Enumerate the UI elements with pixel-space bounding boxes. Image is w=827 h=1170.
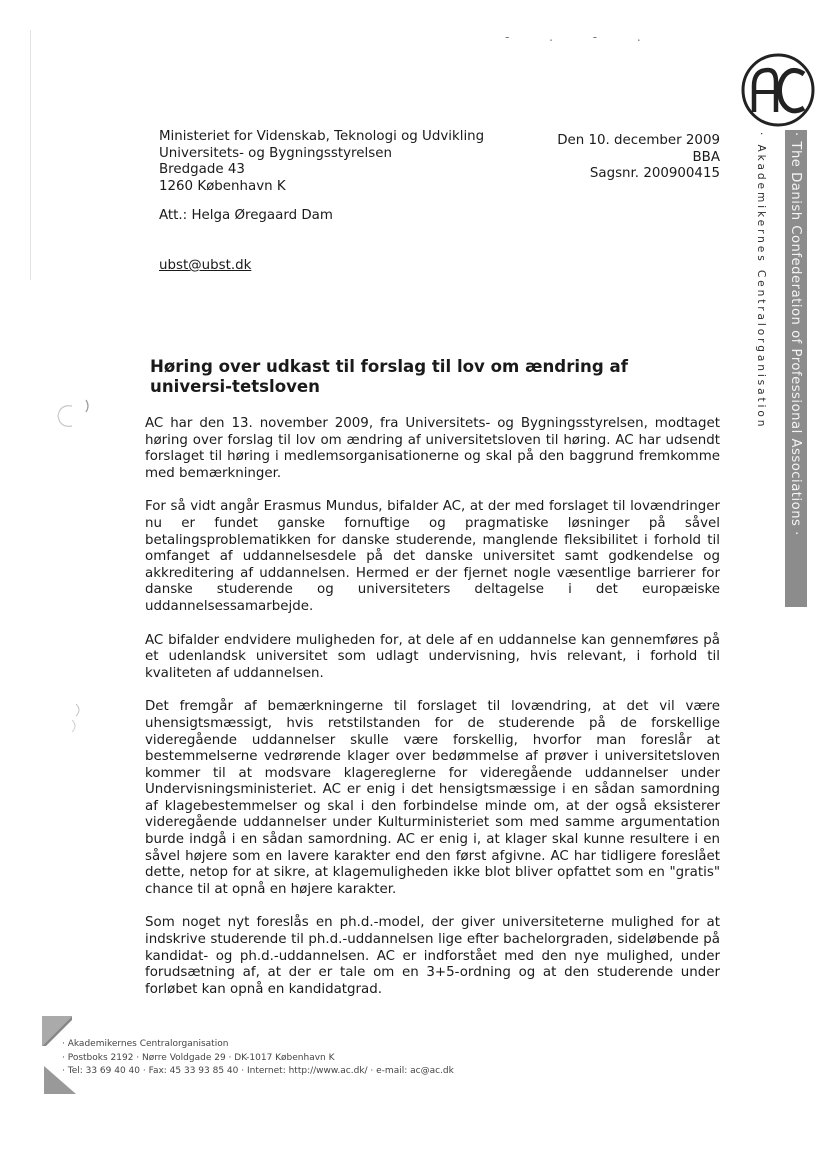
letter-title: Høring over udkast til forslag til lov om ændring af universi-tetsloven	[150, 357, 628, 396]
address-line: Bredgade 43	[159, 162, 245, 177]
confederation-text: · The Danish Confederation of Professional Associations ·	[788, 132, 803, 536]
scan-edge-line	[30, 30, 31, 280]
address-line: Universitets- og Bygningsstyrelsen	[159, 145, 392, 161]
hole-punch-mark-icon	[52, 398, 92, 434]
letter-body	[145, 416, 720, 1015]
body-paragraph: Det fremgår af bemærkningerne til forslaget til lovændring, at det vil være uhensigtsmæssigt, hvis retstilstanden for de studerende på de forskellige videregående uddannelser skulle være forskellig, hvorfor man foreslår at bestemmelserne vedrørende klager over bedømmelse af prøver i universitetsloven kommer til at modsvare klagereglerne for videregående uddannelser under Undervisningsministeriet. AC er enig i det hensigtsmæssige i en sådan samordning af klagebestemmelser og skal i den forbindelse minde om, at der også eksisterer videregående uddannelser under Kulturministeriet som med samme argumentation burde indgå i en sådan samordning. AC er enig i, at klager skal kunne resultere i en såvel højere som en lavere karakter end den først afgivne. AC har tidligere foreslået dette, netop for at sikre, at klagemuligheden ikke blot bliver opfattet som en "gratis" chance til at opnå en højere karakter.	[145, 699, 720, 897]
body-paragraph: AC bifalder endvidere muligheden for, at dele af en uddannelse kan gennemføres på et udenlandsk universitet som udlagt undervisning, hvis relevant, i forhold til kvaliteten af uddannelsen.	[145, 632, 720, 681]
footer-line: · Tel: 33 69 40 40 · Fax: 45 33 93 85 40 · Internet: http://www.ac.dk/ · e-mail: ac@ac.dk	[62, 1066, 454, 1076]
address-line: 1260 København K	[159, 178, 286, 194]
sender-initials: BBA	[692, 149, 720, 165]
body-paragraph: Som noget nyt foreslås en ph.d.-model, der giver universiteterne mulighed for at indskrive studerende til ph.d.-uddannelsen lige efter bachelorgraden, sideløbende på kandidat- og ph.d.-uddannelsen. AC er indforstået med den nye mulighed, under forudsætning af, at der er tale om en 3+5-ordning og at den studerende under forløbet kan opnå en kandidatgrad.	[145, 915, 720, 997]
recipient-email-link[interactable]: ubst@ubst.dk	[159, 258, 252, 273]
footer-contact	[62, 1038, 454, 1079]
ac-logo-icon	[740, 52, 816, 128]
scan-top-marks: - . - .	[505, 30, 659, 44]
confederation-vertical-bar	[785, 130, 807, 607]
body-paragraph: For så vidt angår Erasmus Mundus, bifalder AC, at der med forslaget til lovændringer nu er fundet ganske fornuftige og pragmatiske løsninger på såvel betalingsproblematikken for danske studerende, manglende fleksibilitet i forhold til omfanget af uddannelsesdele på det danske universitet samt godkendelse og akkreditering af uddannelsen. Hermed er der fjernet nogle væsentlige barrierer for danske studerende og universiteters deltagelse i det europæiske uddannelsessamarbejde.	[145, 499, 720, 614]
footer-line: · Postboks 2192 · Nørre Voldgade 29 · DK-1017 København K	[62, 1052, 335, 1063]
footer-line: · Akademikernes Centralorganisation	[62, 1039, 229, 1049]
recipient-address	[159, 129, 484, 195]
case-number: Sagsnr. 200900415	[589, 166, 720, 181]
organisation-vertical-text: · Akademikernes Centralorganisation	[755, 132, 767, 430]
hole-punch-mark-icon	[62, 700, 86, 736]
letter-date: Den 10. december 2009	[557, 133, 720, 148]
body-paragraph: AC har den 13. november 2009, fra Universitets- og Bygningsstyrelsen, modtaget høring over forslag til lov om ændring af universitetsloven til høring. AC har udsendt forslaget til høring i medlemsorganisationerne og skal på den baggrund fremkomme med bemærkninger.	[145, 416, 720, 481]
letter-meta	[557, 133, 720, 183]
attention-line: Att.: Helga Øregaard Dam	[159, 208, 333, 223]
address-line: Ministeriet for Videnskab, Teknologi og Udvikling	[159, 129, 485, 144]
